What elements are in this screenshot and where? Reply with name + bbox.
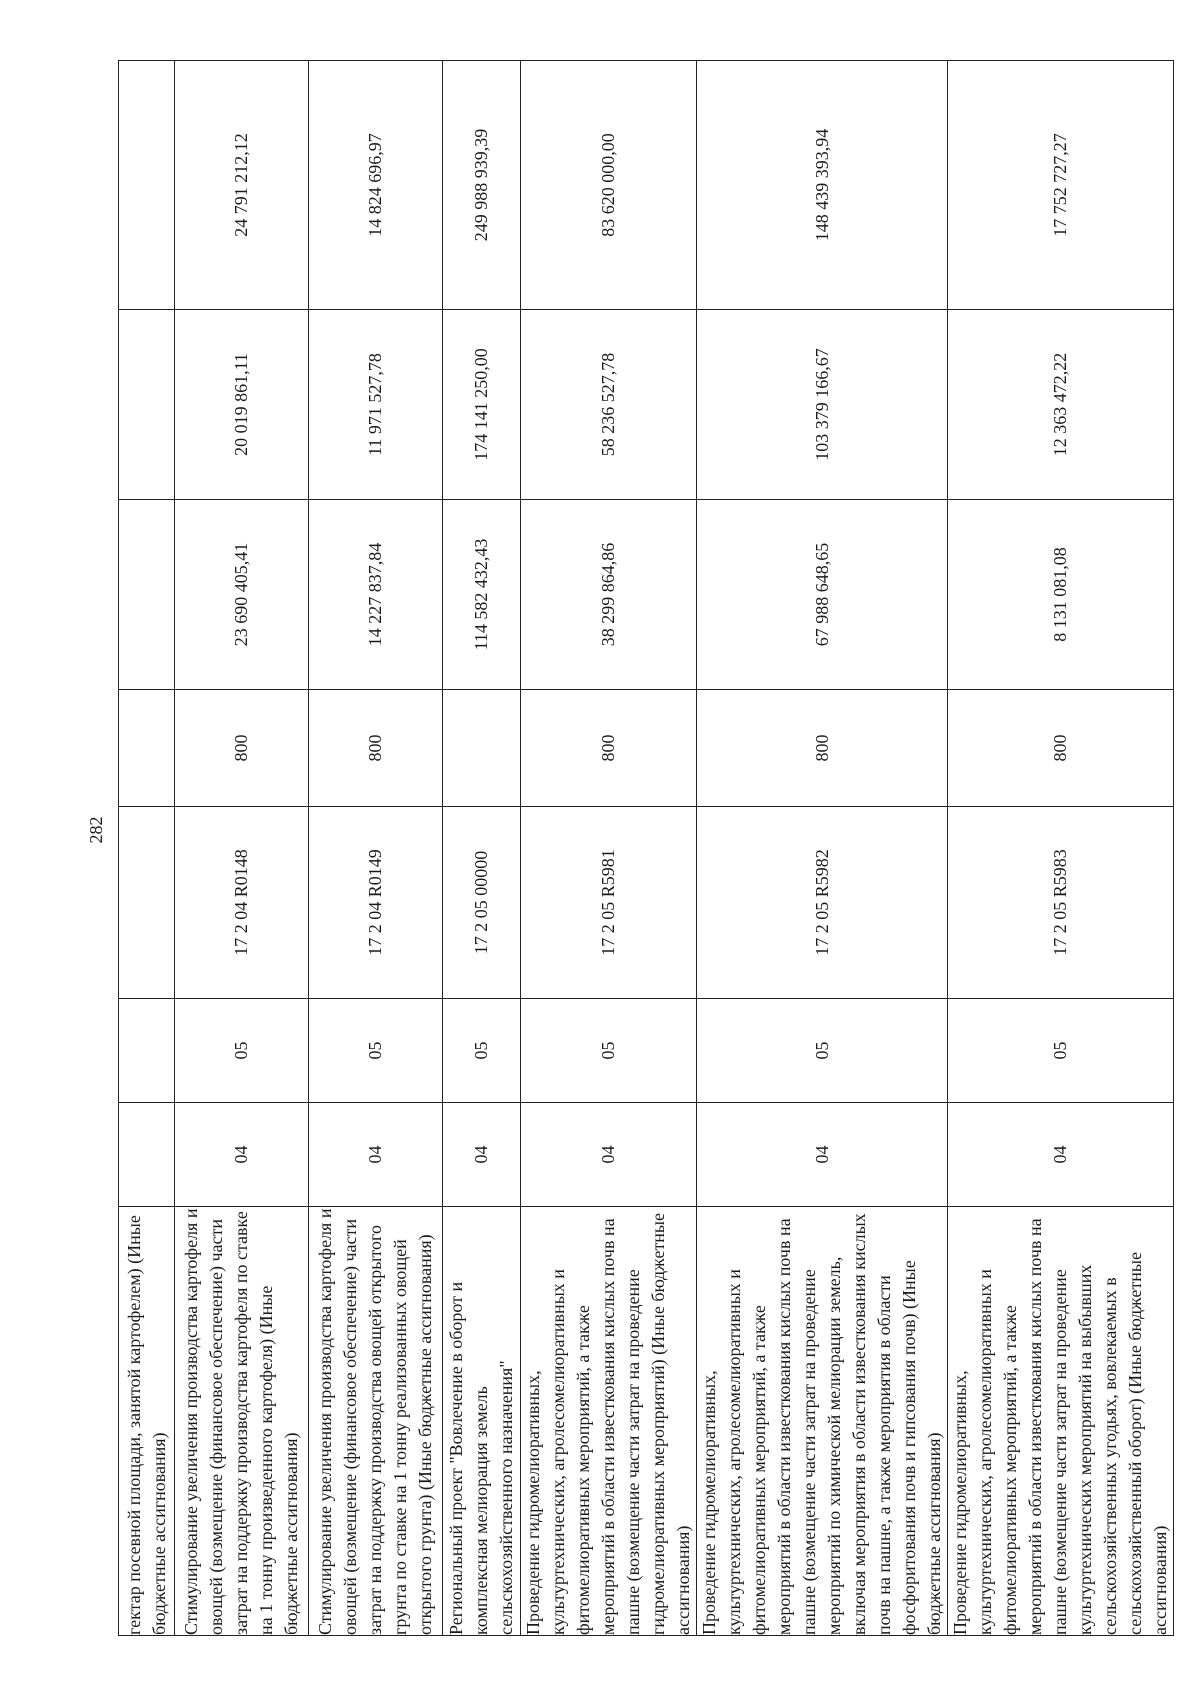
- row-description: Проведение гидромелиоративных, культуртехнических, агролесомелиоративных и фитомелиоративных мероприятий, а также мероприятий в области известкования кислых почв на пашне (возмещение части затрат на проведение мероприятий по химической мелиорации земель, включая мероприятия в области известкования кислых почв на пашне, а также мероприятия в области фосфоритования почв и гипсования почв) (Иные бюджетные ассигнования): [697, 1207, 948, 1636]
- subsection-code: 05: [309, 999, 443, 1103]
- row-description: Проведение гидромелиоративных, культуртехнических, агролесомелиоративных и фитомелиоративных мероприятий, а также мероприятий в области известкования кислых почв на пашне (возмещение части затрат на проведение гидромелиоративных мероприятий) (Иные бюджетные ассигнования): [521, 1207, 697, 1636]
- amount-year-3: 249 988 939,39: [443, 61, 521, 310]
- budget-table: [118, 60, 1174, 1636]
- amount-year-3: 17 752 727,27: [948, 61, 1174, 310]
- target-article-code: 17 2 05 R5981: [521, 807, 697, 999]
- amount-year-1: [119, 500, 175, 690]
- section-code: 04: [309, 1103, 443, 1207]
- target-article-code: 17 2 04 R0149: [309, 807, 443, 999]
- subsection-code: 05: [443, 999, 521, 1103]
- amount-year-1: 38 299 864,86: [521, 500, 697, 690]
- table-row: [175, 61, 309, 1636]
- amount-year-2: 11 971 527,78: [309, 310, 443, 500]
- section-code: 04: [443, 1103, 521, 1207]
- amount-year-2: 174 141 250,00: [443, 310, 521, 500]
- expense-type-code: [119, 690, 175, 807]
- amount-year-1: 14 227 837,84: [309, 500, 443, 690]
- target-article-code: 17 2 05 R5983: [948, 807, 1174, 999]
- subsection-code: 05: [521, 999, 697, 1103]
- amount-year-3: [119, 61, 175, 310]
- subsection-code: 05: [948, 999, 1174, 1103]
- table-row: [309, 61, 443, 1636]
- expense-type-code: [443, 690, 521, 807]
- expense-type-code: 800: [175, 690, 309, 807]
- rotated-table-wrapper: [118, 61, 1170, 1636]
- row-description: гектар посевной площади, занятой картофелем) (Иные бюджетные ассигнования): [119, 1207, 175, 1636]
- amount-year-3: 148 439 393,94: [697, 61, 948, 310]
- target-article-code: 17 2 05 00000: [443, 807, 521, 999]
- amount-year-2: 58 236 527,78: [521, 310, 697, 500]
- amount-year-1: 67 988 648,65: [697, 500, 948, 690]
- table-row: [697, 61, 948, 1636]
- target-article-code: [119, 807, 175, 999]
- row-description: Стимулирование увеличения производства картофеля и овощей (возмещение (финансовое обеспечение) части затрат на поддержку производства овощей открытого грунта по ставке на 1 тонну реализованных овощей открытого грунта) (Иные бюджетные ассигнования): [309, 1207, 443, 1636]
- amount-year-3: 24 791 212,12: [175, 61, 309, 310]
- row-description: Проведение гидромелиоративных, культуртехнических, агролесомелиоративных и фитомелиоративных мероприятий, а также мероприятий в области известкования кислых почв на пашне (возмещение части затрат на проведение культуртехнических мероприятий на выбывших сельскохозяйственных угодьях, вовлекаемых в сельскохозяйственный оборот) (Иные бюджетные ассигнования): [948, 1207, 1174, 1636]
- section-code: 04: [521, 1103, 697, 1207]
- subsection-code: [119, 999, 175, 1103]
- amount-year-1: 23 690 405,41: [175, 500, 309, 690]
- section-code: 04: [175, 1103, 309, 1207]
- amount-year-2: 20 019 861,11: [175, 310, 309, 500]
- expense-type-code: 800: [521, 690, 697, 807]
- amount-year-3: 83 620 000,00: [521, 61, 697, 310]
- section-code: 04: [948, 1103, 1174, 1207]
- section-code: [119, 1103, 175, 1207]
- target-article-code: 17 2 05 R5982: [697, 807, 948, 999]
- amount-year-1: 8 131 081,08: [948, 500, 1174, 690]
- target-article-code: 17 2 04 R0148: [175, 807, 309, 999]
- table-row: [521, 61, 697, 1636]
- table-row: [119, 61, 175, 1636]
- row-description: Стимулирование увеличения производства картофеля и овощей (возмещение (финансовое обеспечение) части затрат на поддержку производства картофеля по ставке на 1 тонну произведенного картофеля) (Иные бюджетные ассигнования): [175, 1207, 309, 1636]
- table-row: [948, 61, 1174, 1636]
- amount-year-2: 103 379 166,67: [697, 310, 948, 500]
- expense-type-code: 800: [948, 690, 1174, 807]
- subsection-code: 05: [175, 999, 309, 1103]
- page-number: 282: [86, 816, 106, 844]
- row-description: Региональный проект "Вовлечение в оборот и комплексная мелиорация земель сельскохозяйственного назначения": [443, 1207, 521, 1636]
- table-row: [443, 61, 521, 1636]
- amount-year-2: 12 363 472,22: [948, 310, 1174, 500]
- expense-type-code: 800: [309, 690, 443, 807]
- amount-year-2: [119, 310, 175, 500]
- section-code: 04: [697, 1103, 948, 1207]
- amount-year-3: 14 824 696,97: [309, 61, 443, 310]
- subsection-code: 05: [697, 999, 948, 1103]
- amount-year-1: 114 582 432,43: [443, 500, 521, 690]
- expense-type-code: 800: [697, 690, 948, 807]
